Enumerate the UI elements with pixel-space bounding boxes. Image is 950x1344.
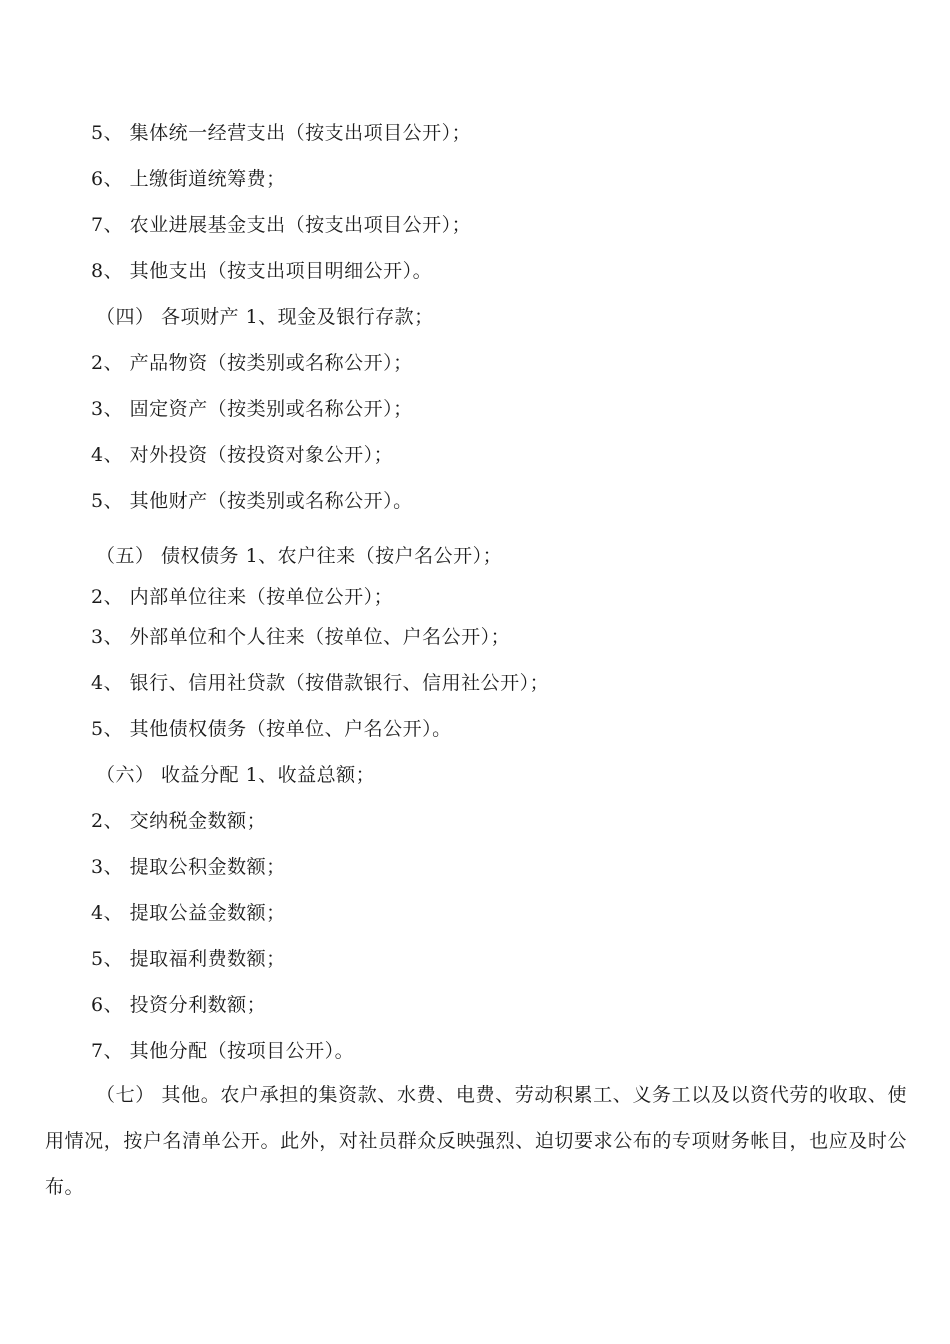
text-line: 6、 上缴街道统筹费； (91, 168, 286, 190)
text-line: 5、 其他财产（按类别或名称公开）。 (91, 490, 413, 512)
text-line: 7、 其他分配（按项目公开）。 (91, 1040, 355, 1062)
closing-paragraph: （七） 其他。农户承担的集资款、水费、电费、劳动积累工、义务工以及以资代劳的收取、使用情况，按户名清单公开。此外，对社员群众反映强烈、迫切要求公布的专项财务帐目，也应及时公布。 (45, 1084, 907, 1198)
text-line: 4、 对外投资（按投资对象公开）； (91, 444, 394, 466)
text-line: 5、 提取福利费数额； (91, 948, 286, 970)
text-line: 2、 内部单位往来（按单位公开）； (91, 586, 394, 608)
section-heading: （六） 收益分配 1、收益总额； (96, 764, 376, 786)
text-line: 5、 集体统一经营支出（按支出项目公开）； (91, 122, 472, 144)
text-line: 7、 农业进展基金支出（按支出项目公开）； (91, 214, 472, 236)
text-line: 3、 固定资产（按类别或名称公开）； (91, 398, 413, 420)
text-line: 8、 其他支出（按支出项目明细公开）。 (91, 260, 433, 282)
section-heading: （四） 各项财产 1、现金及银行存款； (96, 306, 434, 328)
section-heading: （五） 债权债务 1、农户往来（按户名公开）； (96, 545, 503, 567)
text-line: 3、 外部单位和个人往来（按单位、户名公开）； (91, 626, 511, 648)
text-line: 3、 提取公积金数额； (91, 856, 286, 878)
text-line: 2、 产品物资（按类别或名称公开）； (91, 352, 413, 374)
text-line: 2、 交纳税金数额； (91, 810, 267, 832)
text-line: 5、 其他债权债务（按单位、户名公开）。 (91, 718, 452, 740)
text-line: 6、 投资分利数额； (91, 994, 267, 1016)
text-line: 4、 提取公益金数额； (91, 902, 286, 924)
text-line: 4、 银行、信用社贷款（按借款银行、信用社公开）； (91, 672, 550, 694)
